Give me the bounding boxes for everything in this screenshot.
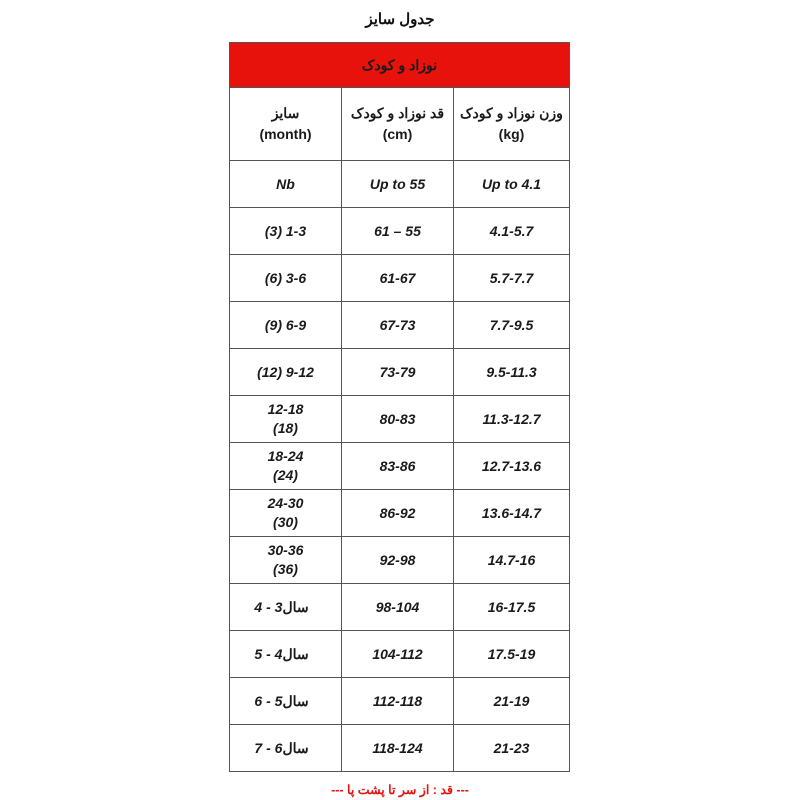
cell-size <box>230 443 342 490</box>
cell-height: 67-73 <box>342 302 454 349</box>
cell-size-value: 24-30 <box>267 495 304 512</box>
cell-size <box>230 537 342 584</box>
cell-height: 55 – 61 <box>342 208 454 255</box>
cell-size-sub: (24) <box>273 467 298 483</box>
header-height <box>342 88 454 161</box>
cell-height: 112-118 <box>342 678 454 725</box>
cell-size-value: 30-36 <box>267 542 304 559</box>
table-row <box>230 396 570 443</box>
cell-size-suffix: سال <box>282 692 309 709</box>
cell-weight: 4.1-5.7 <box>454 208 570 255</box>
cell-size: 9-12 (12) <box>230 349 342 396</box>
header-weight <box>454 88 570 161</box>
table-row <box>230 678 570 725</box>
cell-height: 104-112 <box>342 631 454 678</box>
table-row <box>230 725 570 772</box>
table-header-row <box>230 88 570 161</box>
cell-size-value: 12-18 <box>267 401 304 418</box>
cell-weight: 5.7-7.7 <box>454 255 570 302</box>
table-row <box>230 255 570 302</box>
table-row <box>230 490 570 537</box>
cell-height: 98-104 <box>342 584 454 631</box>
cell-size-value: 18-24 <box>267 448 304 465</box>
header-height-unit: (cm) <box>382 126 413 142</box>
cell-weight: 13.6-14.7 <box>454 490 570 537</box>
cell-size <box>230 490 342 537</box>
table-row <box>230 302 570 349</box>
cell-size: 3-6 (6) <box>230 255 342 302</box>
header-weight-unit: (kg) <box>498 126 525 142</box>
cell-weight: 21-23 <box>454 725 570 772</box>
cell-height: 61-67 <box>342 255 454 302</box>
header-size <box>230 88 342 161</box>
cell-size <box>230 631 342 678</box>
table-row <box>230 537 570 584</box>
table-banner-row <box>230 43 570 88</box>
cell-height: 73-79 <box>342 349 454 396</box>
cell-size <box>230 678 342 725</box>
table-row <box>230 631 570 678</box>
cell-height: Up to 55 <box>342 161 454 208</box>
cell-weight: 16-17.5 <box>454 584 570 631</box>
size-table <box>229 42 570 772</box>
table-row <box>230 161 570 208</box>
cell-weight: 14.7-16 <box>454 537 570 584</box>
table-row <box>230 349 570 396</box>
cell-size <box>230 396 342 443</box>
table-banner-title: نوزاد و کودک <box>230 43 570 88</box>
cell-size <box>230 584 342 631</box>
cell-height: 92-98 <box>342 537 454 584</box>
cell-size: Nb <box>230 161 342 208</box>
table-row <box>230 208 570 255</box>
cell-height: 86-92 <box>342 490 454 537</box>
cell-weight: Up to 4.1 <box>454 161 570 208</box>
cell-size: 6-9 (9) <box>230 302 342 349</box>
cell-height: 83-86 <box>342 443 454 490</box>
cell-weight: 7.7-9.5 <box>454 302 570 349</box>
header-size-unit: (month) <box>259 126 312 142</box>
header-height-label: قد نوزاد و کودک <box>350 105 445 121</box>
cell-weight: 9.5-11.3 <box>454 349 570 396</box>
size-table-body <box>230 161 570 772</box>
cell-height: 118-124 <box>342 725 454 772</box>
cell-height: 80-83 <box>342 396 454 443</box>
cell-size-sub: (36) <box>273 561 298 577</box>
header-weight-label: وزن نوزاد و کودک <box>460 105 563 121</box>
cell-weight: 12.7-13.6 <box>454 443 570 490</box>
cell-size: 1-3 (3) <box>230 208 342 255</box>
cell-size-suffix: سال <box>282 645 309 662</box>
header-size-label: سایز <box>271 105 300 121</box>
cell-size-value: 5 - 6 <box>254 692 283 709</box>
cell-weight: 11.3-12.7 <box>454 396 570 443</box>
cell-size-value: 3 - 4 <box>254 598 283 615</box>
cell-size-value: 4 - 5 <box>254 645 283 662</box>
cell-size-value: 6 - 7 <box>254 739 283 756</box>
footnote: --- قد : از سر تا پشت پا --- <box>331 783 469 797</box>
cell-weight: 17.5-19 <box>454 631 570 678</box>
cell-size-suffix: سال <box>282 739 309 756</box>
cell-weight: 21-19 <box>454 678 570 725</box>
page-title: جدول سایز <box>365 11 435 28</box>
size-table-container <box>230 42 570 772</box>
table-row <box>230 443 570 490</box>
cell-size-sub: (30) <box>273 514 298 530</box>
table-row <box>230 584 570 631</box>
cell-size-suffix: سال <box>282 598 309 615</box>
cell-size <box>230 725 342 772</box>
cell-size-sub: (18) <box>273 420 298 436</box>
